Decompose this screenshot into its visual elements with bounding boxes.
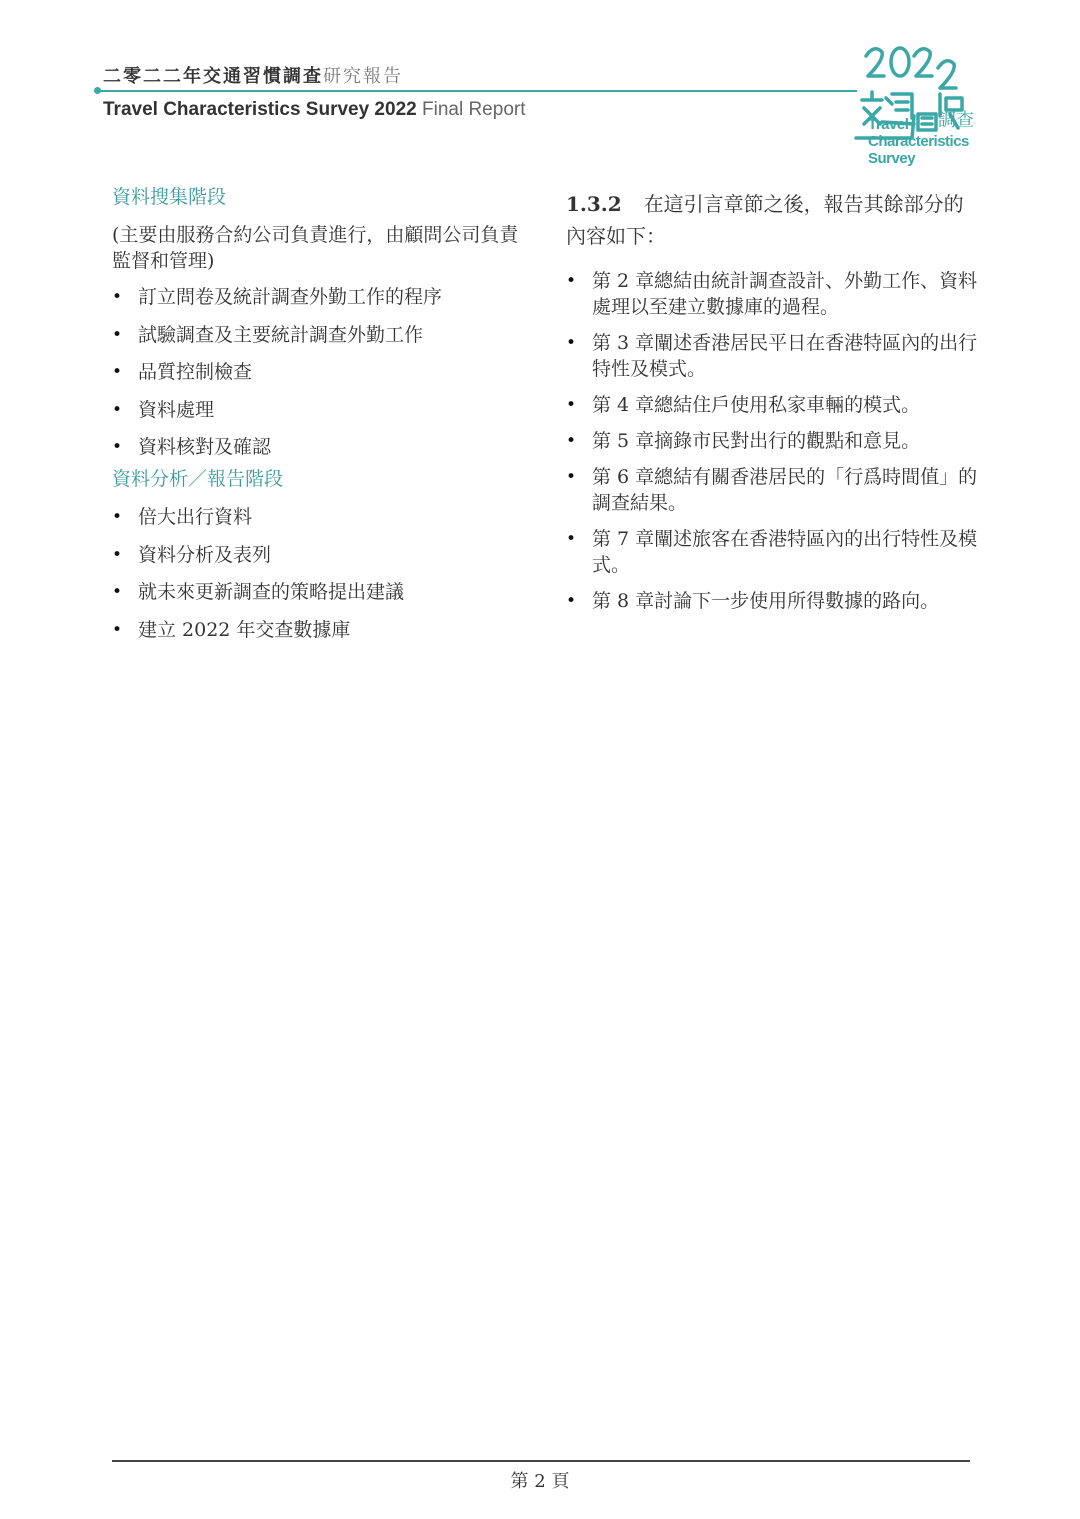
list-item: • 建立 2022 年交查數據庫 (112, 617, 532, 643)
header-en-sub: Final Report (416, 99, 526, 120)
logo-digit-0 (891, 48, 909, 76)
right-column (566, 188, 981, 624)
logo-digit-2c (938, 61, 956, 88)
list-item: • 第 4 章總結住戶使用私家車輛的模式。 (566, 392, 981, 418)
list-item: • 第 7 章闡述旅客在香港特區內的出行特性及模式。 (566, 526, 981, 578)
header-english-title (103, 99, 526, 121)
list-item: • 第 5 章摘錄市民對出行的觀點和意見。 (566, 428, 981, 454)
section-title-analysis: 資料分析／報告階段 (112, 468, 284, 490)
list-item: • 第 6 章總結有關香港居民的「行爲時間值」的調查結果。 (566, 464, 981, 516)
list-item: • 倍大出行資料 (112, 504, 532, 530)
list-item: • 試驗調查及主要統計調查外勤工作 (112, 322, 532, 348)
logo-line-survey: Survey (868, 150, 916, 167)
header-rule (97, 90, 857, 92)
list-item: • 第 8 章討論下一步使用所得數據的路向。 (566, 588, 981, 614)
page-number: 第 2 頁 (510, 1471, 570, 1492)
logo-wordmark (868, 116, 969, 167)
logo-char-diaocha: 調查 (938, 110, 974, 131)
section-intro (566, 188, 981, 252)
list-item: • 就未來更新調查的策略提出建議 (112, 579, 532, 605)
header-zh-sub: 研究報告 (323, 66, 403, 87)
left-column (112, 184, 532, 654)
analysis-list (112, 504, 532, 643)
footer-rule (112, 1460, 970, 1462)
intro-text: 在這引言章節之後，報告其餘部分的內容如下： (566, 192, 964, 248)
data-collection-list (112, 284, 532, 460)
section-number: 1.3.2 (566, 192, 622, 216)
list-item: • 資料分析及表列 (112, 542, 532, 568)
header-chinese-title (103, 62, 403, 88)
list-item: • 訂立問卷及統計調查外勤工作的程序 (112, 284, 532, 310)
list-item: • 資料核對及確認 (112, 434, 532, 460)
list-item: • 第 3 章闡述香港居民平日在香港特區內的出行特性及模式。 (566, 330, 981, 382)
logo-digit-2a (866, 49, 884, 76)
logo-line-travel: Travel (868, 116, 909, 133)
section-note: (主要由服務合約公司負責進行，由顧問公司負責監督和管理) (112, 224, 519, 272)
logo-digit-2b (914, 49, 932, 76)
section-title-data-collection: 資料搜集階段 (112, 186, 227, 208)
list-item: • 第 2 章總結由統計調查設計、外勤工作、資料處理以至建立數據庫的過程。 (566, 268, 981, 320)
chapter-list (566, 268, 981, 614)
header-zh-main: 二零二二年交通習慣調查 (103, 66, 323, 87)
header-en-main: Travel Characteristics Survey 2022 (103, 99, 417, 120)
list-item: • 資料處理 (112, 397, 532, 423)
logo-line-characteristics: Characteristics (868, 133, 969, 150)
list-item: • 品質控制檢查 (112, 359, 532, 385)
